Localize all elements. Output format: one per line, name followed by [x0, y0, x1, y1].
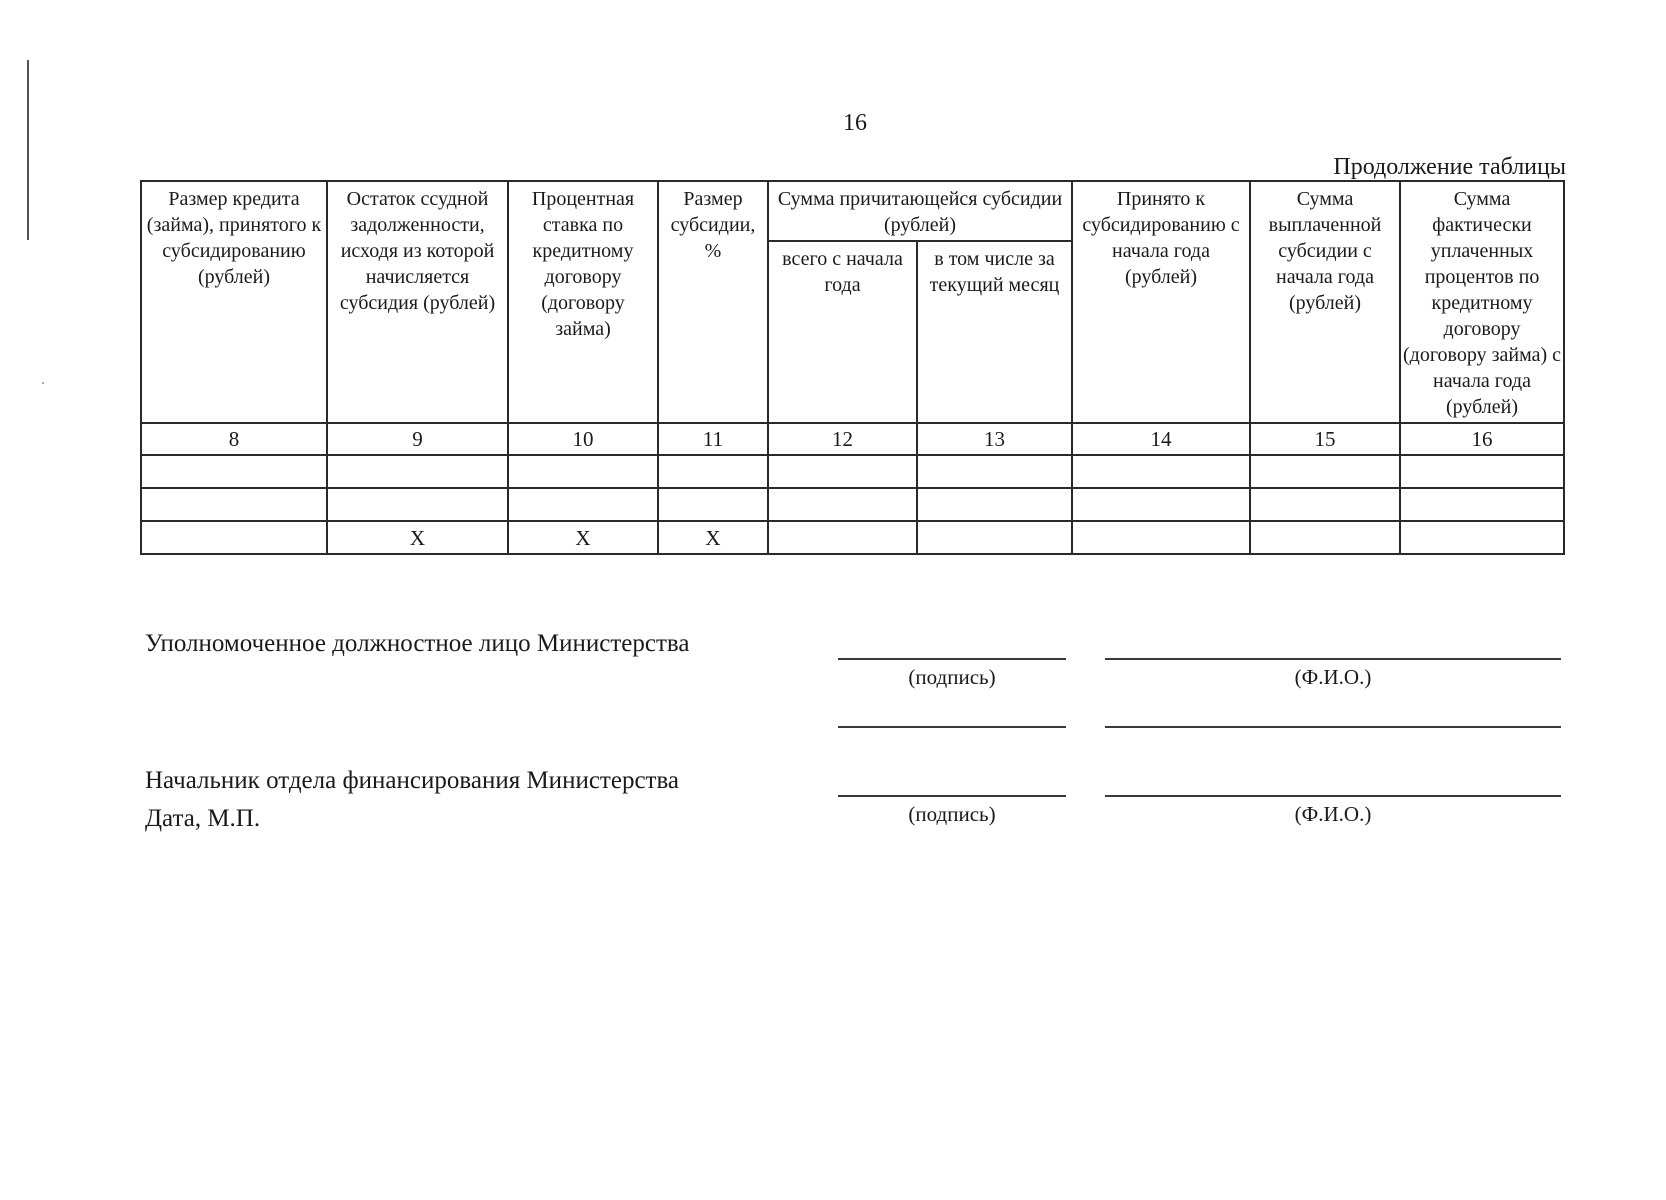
- table-cell: [1250, 488, 1400, 521]
- table-cell: [1400, 488, 1564, 521]
- table-cell: [1072, 455, 1250, 488]
- table-cell: [917, 455, 1072, 488]
- department-head-label: Начальник отдела финансирования Министерства: [145, 767, 680, 794]
- table-cell: [1400, 521, 1564, 554]
- signature-line-2: [838, 795, 1066, 797]
- column-number: 14: [1072, 423, 1250, 455]
- table-cell: [1072, 488, 1250, 521]
- column-number: 16: [1400, 423, 1564, 455]
- name-line-extra: [1105, 726, 1561, 728]
- header-group-12-13: Сумма причитающейся субсидии (рублей): [768, 181, 1072, 241]
- column-number: 12: [768, 423, 917, 455]
- header-col-15: Сумма выплаченной субсидии с начала года (рублей): [1250, 181, 1400, 423]
- table-cell: [658, 488, 768, 521]
- table-cell: [768, 455, 917, 488]
- name-caption-2: (Ф.И.О.): [1294, 802, 1372, 826]
- authorized-official-label: Уполномоченное должностное лицо Министерства: [145, 630, 690, 657]
- signature-line-1: [838, 658, 1066, 660]
- name-caption-1: (Ф.И.О.): [1294, 665, 1372, 689]
- header-col-14: Принято к субсидированию с начала года (рублей): [1072, 181, 1250, 423]
- continuation-label: Продолжение таблицы: [1333, 154, 1566, 180]
- header-col-11: Размер субсидии, %: [658, 181, 768, 423]
- table-row: [141, 488, 1564, 521]
- column-number: 13: [917, 423, 1072, 455]
- table-cell: [141, 455, 327, 488]
- table-cell: [141, 521, 327, 554]
- date-stamp-label: Дата, М.П.: [145, 805, 261, 832]
- scan-margin-mark: [27, 60, 29, 240]
- header-col-10: Процентная ставка по кредитному договору (договору займа): [508, 181, 658, 423]
- table-cell: [768, 488, 917, 521]
- column-number-row: [141, 423, 1564, 455]
- header-col-8: Размер кредита (займа), принятого к субсидированию (рублей): [141, 181, 327, 423]
- column-number: 11: [658, 423, 768, 455]
- table-cell: X: [508, 521, 658, 554]
- subsidy-table: [140, 180, 1565, 555]
- table-cell: [1250, 455, 1400, 488]
- signature-caption-2: (подпись): [908, 802, 996, 826]
- table-cell: [1072, 521, 1250, 554]
- signature-caption-1: (подпись): [908, 665, 996, 689]
- table-cell: [917, 521, 1072, 554]
- column-number: 9: [327, 423, 508, 455]
- table-cell: X: [658, 521, 768, 554]
- table-row-total: [141, 521, 1564, 554]
- column-number: 15: [1250, 423, 1400, 455]
- table-cell: [508, 455, 658, 488]
- table-cell: [768, 521, 917, 554]
- table-cell: [658, 455, 768, 488]
- column-number: 10: [508, 423, 658, 455]
- table-cell: X: [327, 521, 508, 554]
- table-cell: [917, 488, 1072, 521]
- name-line-2: [1105, 795, 1561, 797]
- page-number: 16: [843, 110, 867, 136]
- name-line-1: [1105, 658, 1561, 660]
- table-cell: [508, 488, 658, 521]
- column-number: 8: [141, 423, 327, 455]
- signature-line-extra: [838, 726, 1066, 728]
- header-col-16: Сумма фактически уплаченных процентов по кредитному договору (договору займа) с начала года (рублей): [1400, 181, 1564, 423]
- header-col-9: Остаток ссудной задолженности, исходя из которой начисляется субсидия (рублей): [327, 181, 508, 423]
- header-col-13: в том числе за текущий месяц: [917, 241, 1072, 423]
- scan-speck: [42, 382, 44, 384]
- table-cell: [327, 488, 508, 521]
- table-cell: [1400, 455, 1564, 488]
- table-cell: [1250, 521, 1400, 554]
- header-col-12: всего с начала года: [768, 241, 917, 423]
- table-row: [141, 455, 1564, 488]
- table-cell: [141, 488, 327, 521]
- table-cell: [327, 455, 508, 488]
